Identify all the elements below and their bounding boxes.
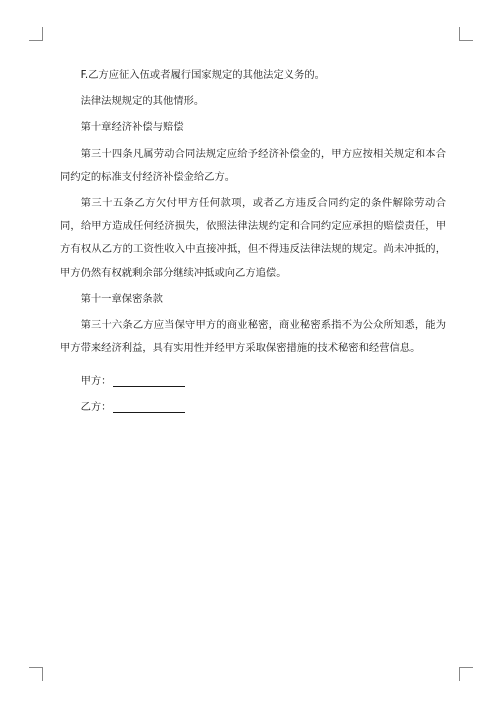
crop-mark (42, 27, 43, 41)
paragraph-item-f: F.乙方应征入伍或者履行国家规定的其他法定义务的。 (80, 69, 325, 81)
paragraph-other-cases: 法律法规规定的其他情形。 (80, 95, 205, 108)
crop-mark (29, 40, 43, 41)
crop-mark (459, 667, 460, 681)
crop-mark (459, 667, 473, 668)
crop-mark (459, 27, 460, 41)
party-b-label: 乙方： (80, 401, 112, 414)
article-34: 第三十四条凡属劳动合同法规定应给予经济补偿金的，甲方应按相关规定和本合同约定的标准支付经济补偿金给乙方。 (60, 147, 446, 183)
article-35: 第三十五条乙方欠付甲方任何款项，或者乙方违反合同约定的条件解除劳动合同，给甲方造成任何经济损失，依照法律法规约定和合同约定应承担的赔偿责任，甲方有权从乙方的工资性收入中直接冲抵，但不得违反法律法规的规定。尚未冲抵的，甲方仍然有权就剩余部分继续冲抵或向乙方追偿。 (60, 197, 446, 279)
document-body (60, 64, 446, 413)
crop-mark (459, 40, 473, 41)
crop-mark (42, 667, 43, 681)
article-36: 第三十六条乙方应当保守甲方的商业秘密，商业秘密系指不为公众所知悉，能为甲方带来经济利益，具有实用性并经甲方采取保密措施的技术秘密和经营信息。 (60, 319, 446, 355)
crop-mark (29, 667, 43, 668)
party-a-label: 甲方： (80, 375, 112, 388)
signature-party-a (60, 363, 446, 387)
party-a-signature-line (113, 373, 185, 387)
party-b-signature-line (113, 399, 185, 413)
chapter-heading-10: 第十章经济补偿与赔偿 (80, 121, 184, 134)
signature-party-b (60, 389, 446, 413)
chapter-heading-11: 第十一章保密条款 (80, 292, 163, 305)
